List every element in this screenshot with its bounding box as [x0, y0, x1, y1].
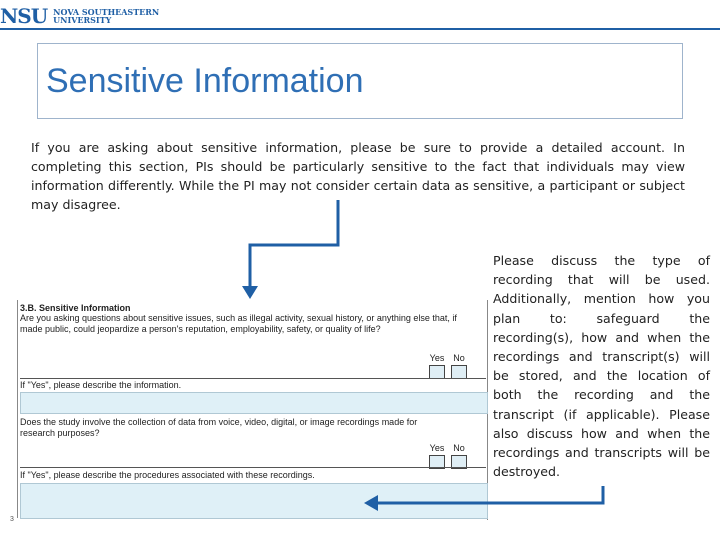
- yes-no-group-2: [429, 443, 467, 469]
- form-question-recordings: Does the study involve the collection of data from voice, video, digital, or image recordings made for research purposes?: [20, 417, 418, 438]
- logo-mark: NSU: [0, 4, 48, 28]
- no-checkbox[interactable]: [451, 365, 467, 379]
- page-title: Sensitive Information: [46, 62, 364, 100]
- form-left-border: [17, 300, 18, 518]
- no-label: No: [453, 353, 465, 363]
- no-label: No: [453, 443, 465, 453]
- form-page-number: 3: [10, 516, 14, 523]
- describe-recordings-field[interactable]: [20, 483, 488, 519]
- header-rule: [0, 28, 720, 30]
- form-divider: [20, 467, 486, 468]
- logo-text: [53, 8, 159, 24]
- form-describe-info-label: If "Yes", please describe the information.: [20, 380, 182, 390]
- yes-label: Yes: [429, 443, 445, 453]
- describe-info-field[interactable]: [20, 392, 488, 414]
- form-screenshot: [7, 300, 481, 523]
- form-section-heading: 3.B. Sensitive Information: [20, 303, 131, 313]
- recording-note: Please discuss the type of recording that will be used. Additionally, mention how you plan to: safeguard the recording(s), how and when the recordings and transcript(s) will be stored, and the location of both the recording and the transcript (if applicable). Please also discuss how and when the recordings and transcripts will be destroyed.: [493, 253, 710, 480]
- logo-line-2: UNIVERSITY: [53, 15, 112, 25]
- yes-label: Yes: [429, 353, 445, 363]
- arrowhead-down: [242, 286, 258, 299]
- intro-paragraph: If you are asking about sensitive information, please be sure to provide a detailed account. In completing this section, PIs should be particularly sensitive to the fact that individuals may view information differently. While the PI may not consider certain data as sensitive, a participant or subject may disagree.: [31, 140, 685, 212]
- logo-line-1: NOVA SOUTHEASTERN: [53, 7, 160, 17]
- form-divider: [20, 378, 486, 379]
- yes-checkbox[interactable]: [429, 365, 445, 379]
- header-band: [0, 0, 720, 32]
- university-logo: [0, 4, 159, 28]
- yes-no-group-1: [429, 353, 467, 379]
- form-describe-recordings-label: If "Yes", please describe the procedures associated with these recordings.: [20, 470, 315, 480]
- title-box: [37, 43, 683, 119]
- form-question-sensitive: Are you asking questions about sensitive issues, such as illegal activity, sexual history, or anything else that, if made public, could jeopardize a person's reputation, employability, safety, or quality of life?: [20, 313, 457, 334]
